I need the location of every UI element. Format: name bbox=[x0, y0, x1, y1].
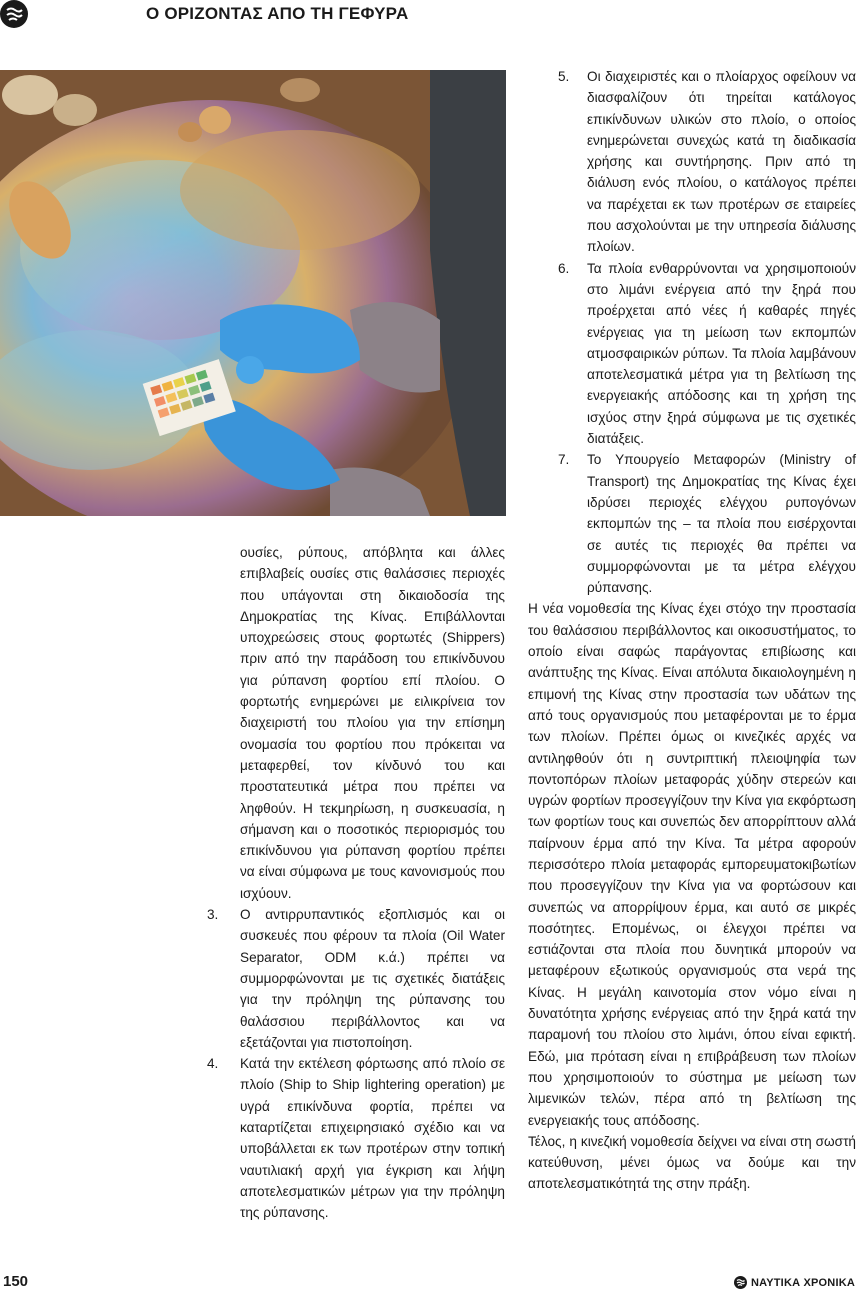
page-header-title: Ο ΟΡΙΖΟΝΤΑΣ ΑΠΟ ΤΗ ΓΕΦΥΡΑ bbox=[146, 4, 409, 23]
brand-name: ΝΑΥΤΙΚΑ ΧΡΟΝΙΚΑ bbox=[750, 1276, 855, 1289]
list-item-number: 4. bbox=[207, 1056, 219, 1072]
left-text-column bbox=[207, 542, 505, 1224]
page-number: 150 bbox=[3, 1273, 29, 1290]
list-item-text: Ο αντιρρυπαντικός εξοπλισμός και οι συσκευές που φέρουν τα πλοία (Oil Water Separator, ODM κ.ά.) πρέπει να συμμορφώνονται με τις σχετικές διατάξεις για την πρόληψη της ρύπανσης του θαλάσσιου περιβάλλοντος και να εξετάζονται για πιστοποίηση. bbox=[240, 907, 505, 1050]
wave-logo-icon bbox=[0, 0, 28, 28]
ph-test-strip-photo bbox=[0, 70, 506, 516]
footer-brand bbox=[734, 1276, 855, 1289]
list-item-number: 5. bbox=[558, 69, 570, 84]
list-item-text: Το Υπουργείο Μεταφορών (Ministry of Transport) της Δημοκρατίας της Κίνας έχει ιδρύσει περιοχές ελέγχου ρυπογόνων εκπομπών της – τα πλοία που εισέρχονται σε αυτές τις περιοχές θα πρέπει να συμμορφώνονται με τα μέτρα ελέγχου ρύπανσης. bbox=[587, 452, 856, 596]
right-text-column bbox=[528, 66, 856, 1195]
list-item-number: 3. bbox=[207, 907, 219, 923]
continuation-paragraph: ουσίες, ρύπους, απόβλητα και άλλες επιβλαβείς ουσίες στις θαλάσσιες περιοχές που υπάγονται στη δικαιοδοσία της Δημοκρατίας της Κίνας. Επιβάλλονται υποχρεώσεις στους φορτωτές (Shippers) πριν από την παράδοση του επικίνδυνου για ρύπανση φορτίου επί πλοίου. Ο φορτωτής ενημερώνει με ειλικρίνεια τον διαχειριστή του πλοίου για την επίσημη ονομασία του φορτίου που πρόκειται να μεταφερθεί, τον κίνδυνό του και προστατευτικά μέτρα που πρέπει να ληφθούν. Η τεκμηρίωση, η συσκευασία, η σήμανση και ο ποσοτικός περιορισμός του επικίνδυνου για ρύπανση φορτίου πρέπει να είναι σύμφωνα με τους κανονισμούς που ισχύουν. bbox=[240, 545, 505, 901]
list-item bbox=[207, 904, 505, 1053]
list-item-text: Τα πλοία ενθαρρύνονται να χρησιμοποιούν στο λιμάνι ενέργεια από την ξηρά που προέρχεται από νέες ή καθαρές πηγές ενέργειας για τη μείωση των εκπομπών ατμοσφαιρικών ρύπων. Τα πλοία λαμβάνουν αποτελεσματικά μέτρα για τη βελτίωση της ενεργειακής απόδοσης και τη χρήση της ισχύος στην ξηρά σύμφωνα με τις σχετικές διατάξεις. bbox=[587, 260, 856, 447]
list-item bbox=[207, 1053, 505, 1223]
list-item bbox=[528, 449, 856, 598]
closing-paragraph: Τέλος, η κινεζική νομοθεσία δείχνει να είναι στη σωστή κατεύθυνση, μένει όμως να δούμε και την αποτελεσματικότητά της στην πράξη. bbox=[528, 1133, 856, 1192]
list-item-text: Κατά την εκτέλεση φόρτωσης από πλοίο σε πλοίο (Ship to Ship lightering operation) με υγρά επικίνδυνα φορτία, πρέπει να καταρτίζεται επιχειρησιακό σχέδιο και να υποβάλλεται εκ των προτέρων στην τοπική ναυτιλιακή αρχή για έγκριση και λήψη αποτελεσματικών μέτρων για την πρόληψη της ρύπανσης. bbox=[240, 1056, 505, 1221]
list-item-number: 7. bbox=[558, 452, 570, 468]
body-paragraph: Η νέα νομοθεσία της Κίνας έχει στόχο την προστασία του θαλάσσιου περιβάλλοντος και οικοσυστήματος, το οποίο είναι σαφώς παράγοντας επιβίωσης και ανάπτυξης της Κίνας. Είναι απόλυτα δικαιολογημένη η επιμονή της Κίνας στην προστασία των υδάτων της από τους οργανισμούς που μεταφέρονται με το έρμα των πλοίων. Πρέπει όμως οι κινεζικές αρχές να αντιληφθούν ότι η συντριπτική πλειοψηφία των ποντοπόρων πλοίων μεταφοράς χύδην στερεών και υγρών φορτίων προσεγγίζουν την Κίνα για εκφόρτωση των φορτίων τους και συνεπώς δεν απορρίπτουν αλλά παίρνουν έρμα από την Κίνα. Τα μέτρα αφορούν περισσότερο πλοία μεταφοράς εμπορευματοκιβωτίων που προσεγγίζουν την Κίνα για να φορτώσουν και συνεπώς να απορρίψουν έρμα, και αυτό σε μικρές ποσότητες. Επομένως, οι έλεγχοι πρέπει να εστιάζονται στα πλοία που δυνητικά μπορούν να μεταφέρουν εξωτικούς οργανισμούς στα νερά της Κίνας. Η μεγάλη καινοτομία στον νόμο είναι η δυνατότητα χρήσης ενέργειας από την ξηρά κατά την παραμονή του πλοίου στο λιμάνι, όπου είναι εφικτή. Εδώ, μια πρόταση είναι η επιβράβευση των πλοίων που χρησιμοποιούν το σύστημα με μείωση των λιμενικών τελών, πέρα από τη βελτίωση της ενεργειακής τους απόδοσης. bbox=[528, 601, 856, 1128]
list-item-number: 6. bbox=[558, 260, 570, 276]
list-item-text: Οι διαχειριστές και ο πλοίαρχος οφείλουν να διασφαλίζουν ότι τηρείται κατάλογος επικίνδυνων υλικών στο πλοίο, ο οποίος ενημερώνεται συνεχώς κατά τη διαδικασία χρήσης και συντήρησης. Πριν από τη διάλυση ενός πλοίου, ο κατάλογος πρέπει να παρέχεται εκ των προτέρων σε εταιρείες που ασχολούνται με την υπηρεσία διάλυσης πλοίων. bbox=[587, 69, 856, 255]
wave-logo-icon bbox=[734, 1276, 747, 1289]
list-item bbox=[528, 258, 856, 450]
list-item bbox=[528, 66, 856, 258]
